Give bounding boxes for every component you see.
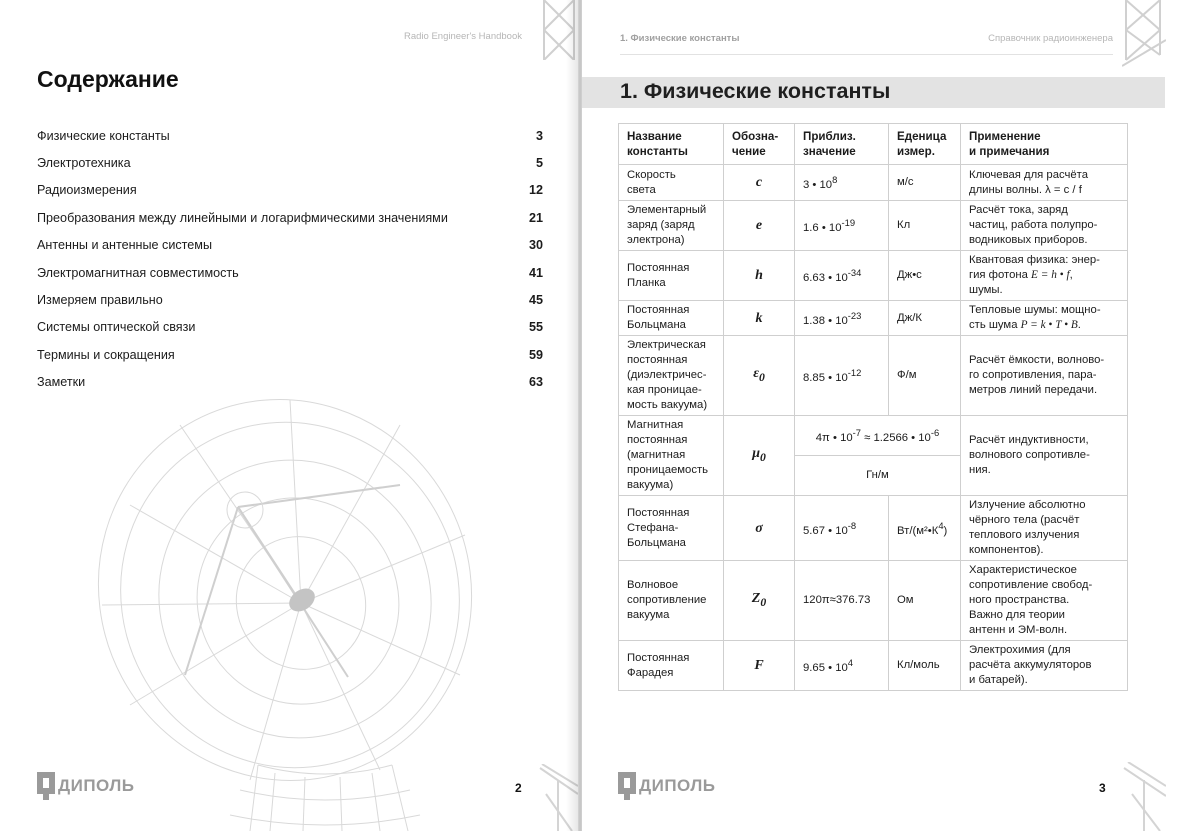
table-row xyxy=(619,165,1128,201)
constant-value: 3 • $10^8$ xyxy=(795,165,889,201)
toc-item-title: Радиоизмерения xyxy=(37,183,137,198)
column-header: Обозна- чение xyxy=(724,124,795,165)
logo-text: ДИПОЛЬ xyxy=(639,776,716,795)
toc-item[interactable] xyxy=(37,204,543,231)
section-title: 1. Физические константы xyxy=(620,79,891,103)
toc-item-page: 30 xyxy=(528,238,543,253)
dipol-logo-icon xyxy=(37,772,55,800)
constant-note: Квантовая физика: энер- гия фотона E = h • f, шумы. xyxy=(961,251,1128,301)
constant-unit: Ом xyxy=(889,561,961,641)
toc-item-title: Преобразования между линейными и логарифмическими значениями xyxy=(37,210,448,225)
constant-symbol: e xyxy=(724,201,795,251)
page-number: 2 xyxy=(515,781,522,795)
constant-symbol: h xyxy=(724,251,795,301)
header-rule xyxy=(620,54,1113,55)
table-row xyxy=(619,201,1128,251)
constant-note: Излучение абсолютно чёрного тела (расчёт теплового излучения компонентов). xyxy=(961,496,1128,561)
constants-table xyxy=(618,123,1128,691)
constant-unit: Кл/моль xyxy=(889,641,961,691)
constant-unit: Дж/К xyxy=(889,301,961,336)
toc-item-page: 55 xyxy=(528,320,543,335)
dipol-logo xyxy=(37,772,135,800)
lattice-tower-decoration xyxy=(1122,0,1166,68)
toc-item[interactable] xyxy=(37,314,543,341)
toc-item-title: Антенны и антенные системы xyxy=(37,238,213,253)
toc-item-title: Электромагнитная совместимость xyxy=(37,265,239,280)
constant-value: 4π • $10^{-7} \approx 1.2566$ • $10^{-6}$ xyxy=(795,416,961,456)
toc-item[interactable] xyxy=(37,259,543,286)
constant-value: 1.38 • $10^{-23}$ xyxy=(795,301,889,336)
toc-item-page: 63 xyxy=(528,375,543,390)
toc-item-page: 45 xyxy=(528,293,543,308)
running-brand: Справочник радиоинженера xyxy=(988,33,1113,44)
constant-symbol: c xyxy=(724,165,795,201)
constant-note: Тепловые шумы: мощно- сть шума P = k • T • B. xyxy=(961,301,1128,336)
constant-value: 1.6 • $10^{-19}$ xyxy=(795,201,889,251)
toc-title: Содержание xyxy=(37,66,179,92)
toc-item[interactable] xyxy=(37,232,543,259)
constant-symbol: k xyxy=(724,301,795,336)
toc-item[interactable] xyxy=(37,149,543,176)
running-head: 1. Физические константы xyxy=(620,33,740,44)
table-row xyxy=(619,251,1128,301)
constant-value: 9.65 • $10^4$ xyxy=(795,641,889,691)
column-header: Еденица измер. xyxy=(889,124,961,165)
toc-item-page: 12 xyxy=(528,183,543,198)
dipol-logo-icon xyxy=(618,772,636,800)
column-header: Приблиз. значение xyxy=(795,124,889,165)
column-header: Название константы xyxy=(619,124,724,165)
constant-symbol: F xyxy=(724,641,795,691)
constant-name: Элементарный заряд (заряд электрона) xyxy=(619,201,724,251)
constant-symbol: $\varepsilon_0$ xyxy=(724,336,795,416)
constant-note: Ключевая для расчёта длины волны. λ = c / f xyxy=(961,165,1128,201)
toc-item-page: 3 xyxy=(535,128,543,143)
toc-item-title: Термины и сокращения xyxy=(37,347,175,362)
table-row xyxy=(619,336,1128,416)
constant-name: Скорость света xyxy=(619,165,724,201)
toc-item-title: Электротехника xyxy=(37,156,131,171)
table-row xyxy=(619,641,1128,691)
toc-item-page: 41 xyxy=(528,265,543,280)
satellite-dish-illustration xyxy=(90,385,510,831)
left-page xyxy=(0,0,578,831)
table-row xyxy=(619,561,1128,641)
constant-symbol: $\mu_0$ xyxy=(724,416,795,496)
toc-item-title: Системы оптической связи xyxy=(37,320,196,335)
page-number: 3 xyxy=(1099,781,1106,795)
toc-item-title: Заметки xyxy=(37,375,86,390)
constant-unit: $Вт/(м^2•К^4)$ xyxy=(889,496,961,561)
constant-name: Электрическая постоянная (диэлектричес- кая проницае- мость вакуума) xyxy=(619,336,724,416)
toc-item[interactable] xyxy=(37,122,543,149)
toc-item-title: Измеряем правильно xyxy=(37,293,163,308)
constant-unit: Ф/м xyxy=(889,336,961,416)
constant-note: Расчёт ёмкости, волново- го сопротивления, пара- метров линий передачи. xyxy=(961,336,1128,416)
toc-item-page: 21 xyxy=(528,210,543,225)
constant-note: Характеристическое сопротивление свобод- ного пространства. Важно для теории антенн и ЭМ-волн. xyxy=(961,561,1128,641)
table-row xyxy=(619,416,1128,456)
constant-unit: м/с xyxy=(889,165,961,201)
constant-note: Расчёт тока, заряд частиц, работа полупро- водниковых приборов. xyxy=(961,201,1128,251)
table-row xyxy=(619,301,1128,336)
antenna-mast-decoration xyxy=(1122,762,1166,831)
constant-name: Постоянная Планка xyxy=(619,251,724,301)
constant-symbol: σ xyxy=(724,496,795,561)
column-header: Применение и примечания xyxy=(961,124,1128,165)
toc-item[interactable] xyxy=(37,341,543,368)
right-page xyxy=(582,0,1200,831)
table-of-contents xyxy=(37,122,543,396)
constant-symbol: $Z_0$ xyxy=(724,561,795,641)
toc-item[interactable] xyxy=(37,177,543,204)
toc-item-title: Физические константы xyxy=(37,128,170,143)
table-header-row xyxy=(619,124,1128,165)
running-head: Radio Engineer's Handbook xyxy=(403,31,522,42)
constant-value: 5.67 • $10^{-8}$ xyxy=(795,496,889,561)
constant-name: Магнитная постоянная (магнитная проницаемость вакуума) xyxy=(619,416,724,496)
constant-name: Постоянная Больцмана xyxy=(619,301,724,336)
constant-value: 6.63 • $10^{-34}$ xyxy=(795,251,889,301)
constant-unit: Дж•с xyxy=(889,251,961,301)
constant-value: 8.85 • $10^{-12}$ xyxy=(795,336,889,416)
toc-item[interactable] xyxy=(37,369,543,396)
constant-unit: Гн/м xyxy=(795,456,961,496)
toc-item-page: 5 xyxy=(535,156,543,171)
dipol-logo xyxy=(618,772,716,800)
constant-name: Постоянная Стефана- Больцмана xyxy=(619,496,724,561)
toc-item[interactable] xyxy=(37,286,543,313)
table-row xyxy=(619,496,1128,561)
constant-name: Постоянная Фарадея xyxy=(619,641,724,691)
constant-note: Электрохимия (для расчёта аккумуляторов и батарей). xyxy=(961,641,1128,691)
logo-text: ДИПОЛЬ xyxy=(58,776,135,795)
constant-note: Расчёт индуктивности, волнового сопротивле- ния. xyxy=(961,416,1128,496)
toc-item-page: 59 xyxy=(528,347,543,362)
constant-unit: Кл xyxy=(889,201,961,251)
constant-value: 120π≈376.73 xyxy=(795,561,889,641)
constant-name: Волновое сопротивление вакуума xyxy=(619,561,724,641)
